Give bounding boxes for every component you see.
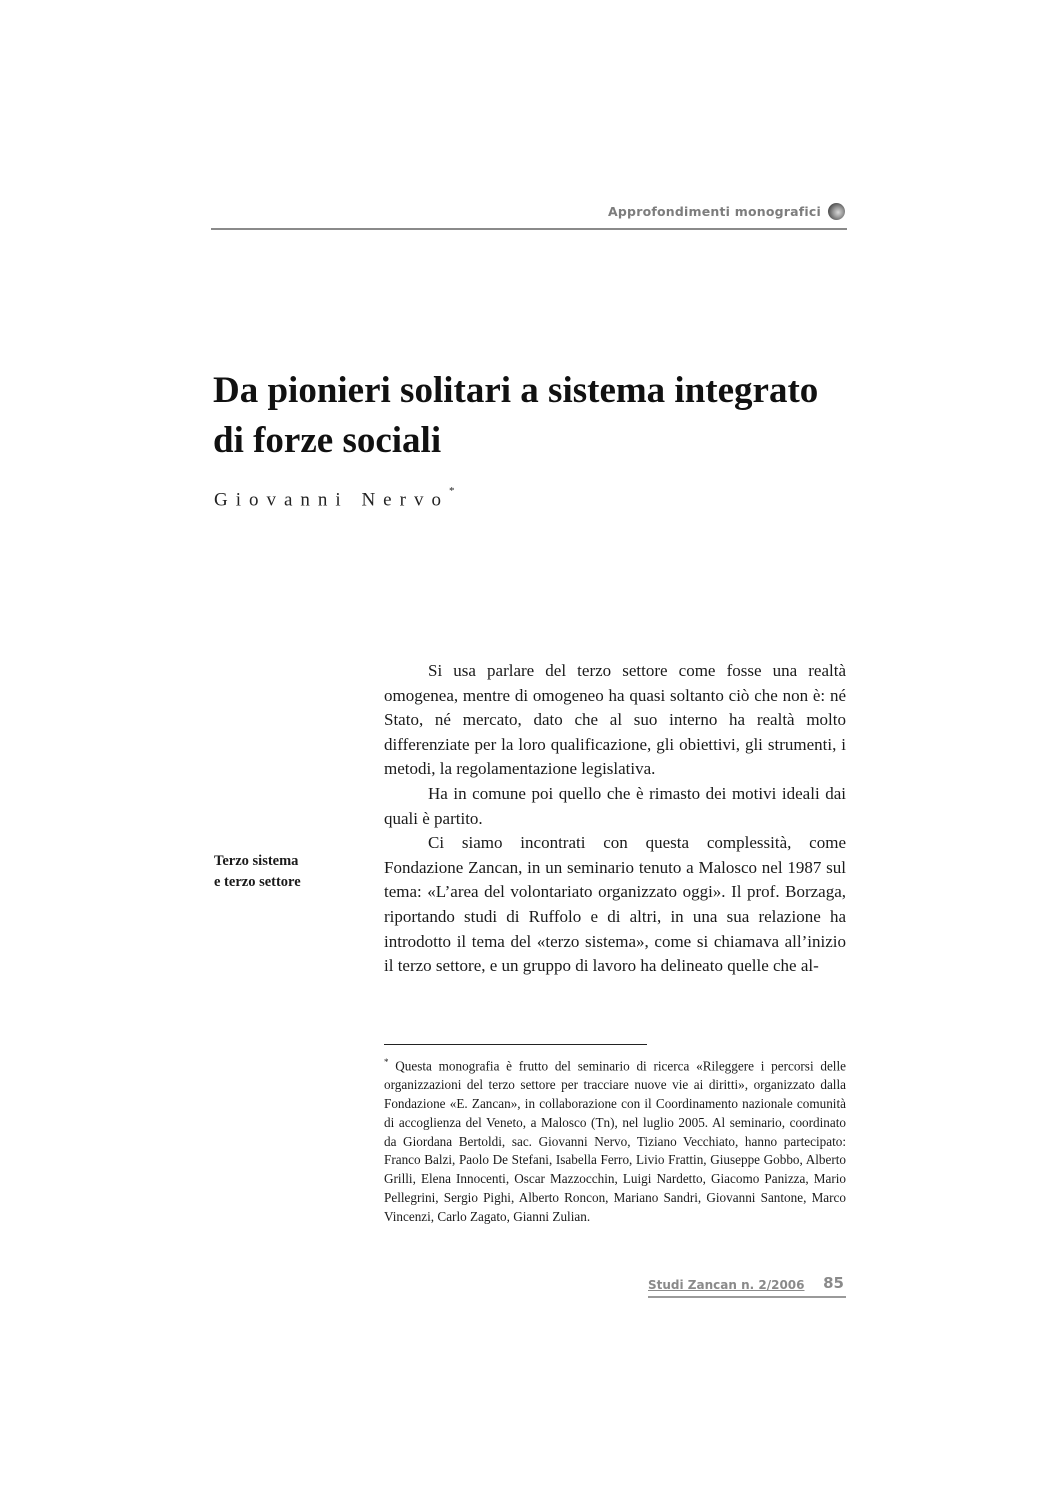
footnote-mark: * — [384, 1057, 389, 1067]
running-head — [211, 200, 847, 230]
author-name: Giovanni Nervo — [214, 489, 449, 511]
footnote — [384, 1053, 846, 1227]
paragraph: Si usa parlare del terzo settore come fosse una realtà omogenea, mentre di omogeneo ha quasi soltanto ciò che non è: né Stato, né mercato, dato che al suo interno ha realtà molto differenziate per la loro qualificazione, gli obiettivi, gli strumenti, i metodi, la regolamentazione legislativa. — [384, 661, 846, 779]
circle-bullet-icon — [828, 203, 845, 220]
author-note-mark: * — [448, 485, 455, 497]
footnote-separator — [384, 1044, 647, 1045]
journal-issue: Studi Zancan n. 2/2006 — [648, 1278, 805, 1292]
body-text — [384, 659, 846, 979]
page-number: 85 — [823, 1274, 844, 1292]
paragraph: Ha in comune poi quello che è rimasto dei motivi ideali dai quali è partito. — [384, 783, 846, 828]
section-label: Approfondimenti monografici — [608, 204, 821, 219]
footnote-text: Questa monografia è frutto del seminario di ricerca «Rileggere i percorsi delle organizzazioni del terzo settore per tracciare nuove vie ai diritti», organizzato dalla Fondazione «E. Zancan», in collaborazione con il Coordinamento nazionale comunità di accoglienza del Veneto, a Malosco (Tn), nel luglio 2005. Al seminario, coordinato da Giordana Bertoldi, sac. Giovanni Nervo, Tiziano Vecchiato, hanno partecipato: Franco Balzi, Paolo De Stefani, Isabella Ferro, Livio Frattin, Giuseppe Gobbo, Alberto Grilli, Elena Innocenti, Oscar Mazzocchin, Luigi Nardetto, Giacomo Panizza, Mario Pellegrini, Sergio Pighi, Alberto Roncon, Mariano Sandri, Giovanni Santone, Marco Vincenzi, Carlo Zagato, Gianni Zulian. — [384, 1058, 846, 1224]
margin-heading-line-2: e terzo settore — [214, 874, 301, 890]
article-author — [214, 485, 455, 511]
margin-heading-line-1: Terzo sistema — [214, 853, 299, 869]
page-footer — [648, 1274, 846, 1298]
article-title: Da pionieri solitari a sistema integrato di forze sociali — [213, 370, 819, 461]
margin-heading — [214, 851, 301, 893]
paragraph: Ci siamo incontrati con questa complessità, come Fondazione Zancan, in un seminario tenuto a Malosco nel 1987 sul tema: «L’area del volontariato organizzato oggi». Il prof. Borzaga, riportando studi di Ruffolo e di altri, in una sua relazione ha introdotto il tema del «terzo sistema», come si chiamava all’inizio il terzo settore, e un gruppo di lavoro ha delineato quelle che al- — [384, 833, 846, 976]
